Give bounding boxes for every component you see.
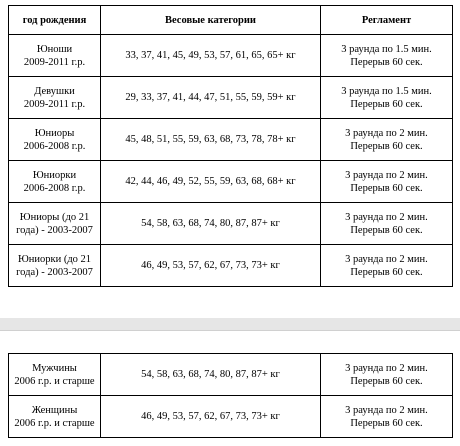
group-name: Юниоры bbox=[34, 127, 75, 139]
weights-cell: 46, 49, 53, 57, 62, 67, 73, 73+ кг bbox=[101, 396, 321, 438]
table-row bbox=[9, 161, 453, 203]
group-years: 2006-2008 г.р. bbox=[23, 140, 86, 152]
rules-cell bbox=[321, 77, 453, 119]
rules-rounds: 3 раунда по 2 мин. bbox=[345, 362, 428, 374]
weights-cell: 45, 48, 51, 55, 59, 63, 68, 73, 78, 78+ кг bbox=[101, 119, 321, 161]
header-weight-categories: Весовые категории bbox=[101, 6, 321, 35]
weight-categories-table bbox=[8, 5, 453, 287]
rules-break: Перерыв 60 сек. bbox=[350, 182, 423, 194]
group-cell bbox=[9, 119, 101, 161]
rules-cell bbox=[321, 203, 453, 245]
rules-cell bbox=[321, 245, 453, 287]
rules-break: Перерыв 60 сек. bbox=[350, 224, 423, 236]
rules-break: Перерыв 60 сек. bbox=[350, 375, 423, 387]
weights-cell: 42, 44, 46, 49, 52, 55, 59, 63, 68, 68+ кг bbox=[101, 161, 321, 203]
rules-break: Перерыв 60 сек. bbox=[350, 98, 423, 110]
rules-break: Перерыв 60 сек. bbox=[350, 417, 423, 429]
rules-cell bbox=[321, 119, 453, 161]
table-row bbox=[9, 119, 453, 161]
table-row bbox=[9, 77, 453, 119]
weights-cell: 54, 58, 63, 68, 74, 80, 87, 87+ кг bbox=[101, 203, 321, 245]
group-cell bbox=[9, 203, 101, 245]
table-header-row bbox=[9, 6, 453, 35]
rules-rounds: 3 раунда по 2 мин. bbox=[345, 211, 428, 223]
group-years: 2009-2011 г.р. bbox=[23, 98, 86, 110]
rules-cell bbox=[321, 354, 453, 396]
group-years: 2006-2008 г.р. bbox=[23, 182, 86, 194]
rules-break: Перерыв 60 сек. bbox=[350, 56, 423, 68]
group-name: Юниорки bbox=[32, 169, 77, 181]
header-birth-year: год рождения bbox=[9, 6, 101, 35]
table-row bbox=[9, 354, 453, 396]
group-cell bbox=[9, 245, 101, 287]
group-name: Юниоры (до 21 bbox=[19, 211, 90, 223]
table-row bbox=[9, 396, 453, 438]
weights-cell: 33, 37, 41, 45, 49, 53, 57, 61, 65, 65+ кг bbox=[101, 35, 321, 77]
group-name: Женщины bbox=[31, 404, 78, 416]
table-row bbox=[9, 203, 453, 245]
adult-weight-categories-table bbox=[8, 353, 453, 438]
group-years: 2009-2011 г.р. bbox=[23, 56, 86, 68]
rules-rounds: 3 раунда по 1.5 мин. bbox=[341, 85, 432, 97]
group-cell bbox=[9, 77, 101, 119]
rules-rounds: 3 раунда по 2 мин. bbox=[345, 169, 428, 181]
group-name: Юниорки (до 21 bbox=[17, 253, 92, 265]
rules-rounds: 3 раунда по 2 мин. bbox=[345, 127, 428, 139]
rules-break: Перерыв 60 сек. bbox=[350, 266, 423, 278]
group-years: года) - 2003-2007 bbox=[16, 266, 93, 278]
group-cell bbox=[9, 35, 101, 77]
group-cell bbox=[9, 161, 101, 203]
weights-cell: 54, 58, 63, 68, 74, 80, 87, 87+ кг bbox=[101, 354, 321, 396]
weights-cell: 29, 33, 37, 41, 44, 47, 51, 55, 59, 59+ кг bbox=[101, 77, 321, 119]
rules-break: Перерыв 60 сек. bbox=[350, 140, 423, 152]
group-years: года) - 2003-2007 bbox=[16, 224, 93, 236]
page-separator bbox=[0, 318, 460, 330]
group-name: Юноши bbox=[36, 43, 73, 55]
group-years: 2006 г.р. и старше bbox=[14, 417, 95, 429]
rules-cell bbox=[321, 35, 453, 77]
rules-rounds: 3 раунда по 1.5 мин. bbox=[341, 43, 432, 55]
group-name: Мужчины bbox=[32, 362, 77, 374]
table-row bbox=[9, 245, 453, 287]
page-separator-edge bbox=[0, 330, 460, 331]
group-cell bbox=[9, 354, 101, 396]
group-name: Девушки bbox=[34, 85, 75, 97]
weights-cell: 46, 49, 53, 57, 62, 67, 73, 73+ кг bbox=[101, 245, 321, 287]
rules-rounds: 3 раунда по 2 мин. bbox=[345, 404, 428, 416]
group-years: 2006 г.р. и старше bbox=[14, 375, 95, 387]
table-row bbox=[9, 35, 453, 77]
rules-cell bbox=[321, 396, 453, 438]
rules-cell bbox=[321, 161, 453, 203]
header-regulations: Регламент bbox=[321, 6, 453, 35]
group-cell bbox=[9, 396, 101, 438]
rules-rounds: 3 раунда по 2 мин. bbox=[345, 253, 428, 265]
